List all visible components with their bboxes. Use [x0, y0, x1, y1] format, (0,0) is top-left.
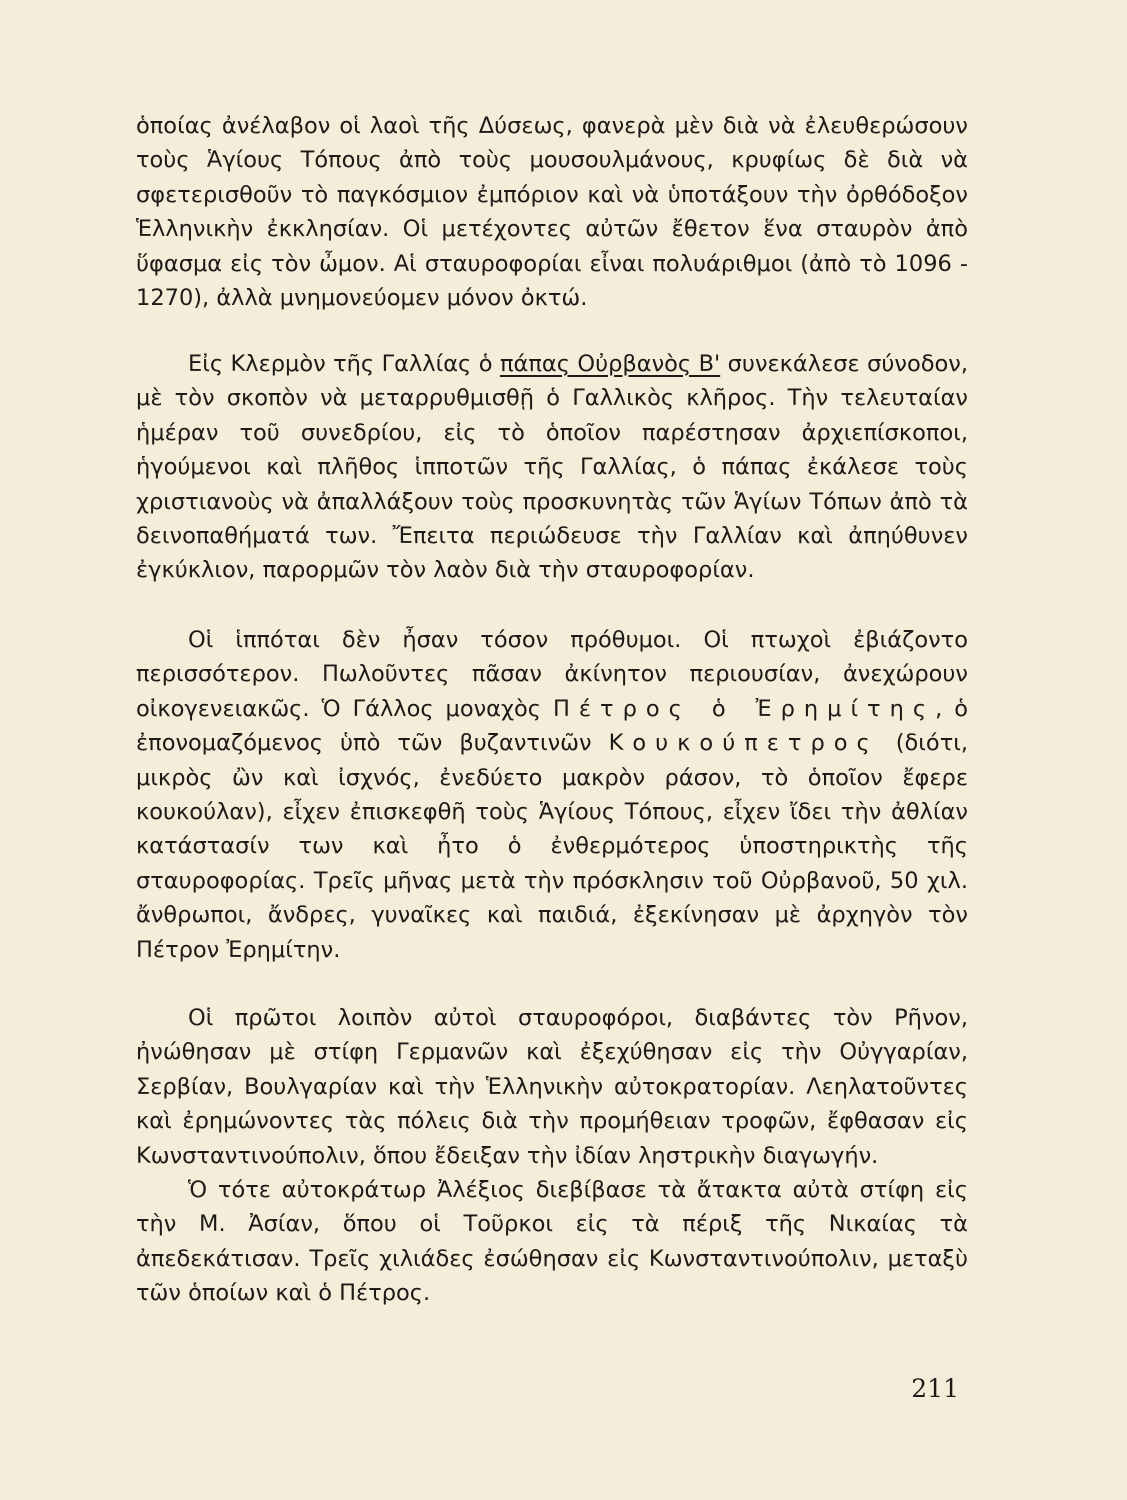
- text-block-top: [136, 109, 968, 315]
- paragraph-first-crusaders: Οἱ πρῶτοι λοιπὸν αὐτοὶ σταυροφόροι, διαβάντες τὸν Ρῆνον, ἠνώθησαν μὲ στίφη Γερμανῶν καὶ ἐξεχύθησαν εἰς τὴν Οὐγγαρίαν, Σερβίαν, Βουλγαρίαν καὶ τὴν Ἑλληνικὴν αὐτοκρατορίαν. Λεηλατοῦντες καὶ ἐρημώνοντες τὰς πόλεις διὰ τὴν προμήθειαν τροφῶν, ἔφθασαν εἰς Κωνσταντινούπολιν, ὅπου ἔδειξαν τὴν ἰδίαν ληστρικὴν διαγωγήν.: [136, 1005, 968, 1169]
- page-number: 211: [911, 1374, 959, 1403]
- paragraph-clermont-start: Εἰς Κλερμὸν τῆς Γαλλίας ὁ: [188, 351, 500, 377]
- text-block-knights: [136, 623, 968, 967]
- paragraph-clermont: [136, 347, 968, 588]
- spaced-name-peter: Πέτρος ὁ Ἐρημίτης: [552, 695, 936, 722]
- paragraph-clermont-rest: συνεκάλεσε σύνοδον, μὲ τὸν σκοπὸν νὰ μεταρρυθμισθῇ ὁ Γαλλικὸς κλῆρος. Τὴν τελευταίαν ἡμέραν τοῦ συνεδρίου, εἰς τὸ ὁποῖον παρέστησαν ἀρχιεπίσκοποι, ἡγούμενοι καὶ πλῆθος ἱπποτῶν τῆς Γαλλίας, ὁ πάπας ἐκάλεσε τοὺς χριστιανοὺς νὰ ἀπαλλάξουν τοὺς προσκυνητὰς τῶν Ἁγίων Τόπων ἀπὸ τὰ δεινοπαθήματά των. Ἔπειτα περιώδευσε τὴν Γαλλίαν καὶ ἀπηύθυνεν ἐγκύκλιον, παρορμῶν τὸν λαὸν διὰ τὴν σταυροφορίαν.: [136, 351, 968, 584]
- spaced-name-koukoupetros: Κουκούπετρος: [608, 730, 879, 757]
- underlined-pope-urban: πάπας Οὐρβανὸς Β': [499, 351, 721, 377]
- text-block-clermont: [136, 347, 968, 588]
- paragraph-knights-rest: (διότι, μικρὸς ὢν καὶ ἰσχνός, ἐνεδύετο μακρὸν ράσον, τὸ ὁποῖον ἔφερε κουκούλαν), εἶχεν ἐπισκεφθῆ τοὺς Ἁγίους Τόπους, εἶχεν ἴδει τὴν ἀθλίαν κατάστασίν των καὶ ἦτο ὁ ἐνθερμότερος ὑποστηρικτὴς τῆς σταυροφορίας. Τρεῖς μῆνας μετὰ τὴν πρόσκλησιν τοῦ Οὐρβανοῦ, 50 χιλ. ἄνθρωποι, ἄνδρες, γυναῖκες καὶ παιδιά, ἐξεκίνησαν μὲ ἀρχηγὸν τὸν Πέτρον Ἐρημίτην.: [136, 730, 969, 963]
- paragraph-peter-hermit: [136, 623, 968, 967]
- text-block-first-crusaders: [136, 1001, 968, 1311]
- paragraph-alexios: Ὁ τότε αὐτοκράτωρ Ἀλέξιος διεβίβασε τὰ ἄτακτα αὐτὰ στίφη εἰς τὴν Μ. Ἀσίαν, ὅπου οἱ Τοῦρκοι εἰς τὰ πέριξ τῆς Νικαίας τὰ ἀπεδεκάτισαν. Τρεῖς χιλιάδες ἐσώθησαν εἰς Κωνσταντινούπολιν, μεταξὺ τῶν ὁποίων καὶ ὁ Πέτρος.: [136, 1177, 968, 1307]
- paragraph-knights-middle: , ὁ ἐπονομαζόμενος ὑπὸ τῶν βυζαντινῶν: [136, 695, 968, 757]
- paragraph-knights-start: Οἱ ἱππόται δὲν ἦσαν τόσον πρόθυμοι. Οἱ πτωχοὶ ἐβιάζοντο περισσότερον. Πωλοῦντες πᾶσαν ἀκίνητον περιουσίαν, ἀνεχώρουν οἰκογενειακῶς. Ὁ Γάλλος μοναχὸς: [136, 627, 968, 722]
- paragraph-crusades-intro: ὁποίας ἀνέλαβον οἱ λαοὶ τῆς Δύσεως, φανερὰ μὲν διὰ νὰ ἐλευθερώσουν τοὺς Ἁγίους Τόπους ἀπὸ τοὺς μουσουλμάνους, κρυφίως δὲ διὰ νὰ σφετερισθοῦν τὸ παγκόσμιον ἐμπόριον καὶ νὰ ὑποτάξουν τὴν ὀρθόδοξον Ἑλληνικὴν ἐκκλησίαν. Οἱ μετέχοντες αὐτῶν ἔθετον ἕνα σταυρὸν ἀπὸ ὕφασμα εἰς τὸν ὦμον. Αἱ σταυροφορίαι εἶναι πολυάριθμοι (ἀπὸ τὸ 1096 - 1270), ἀλλὰ μνημονεύομεν μόνον ὀκτώ.: [136, 113, 968, 312]
